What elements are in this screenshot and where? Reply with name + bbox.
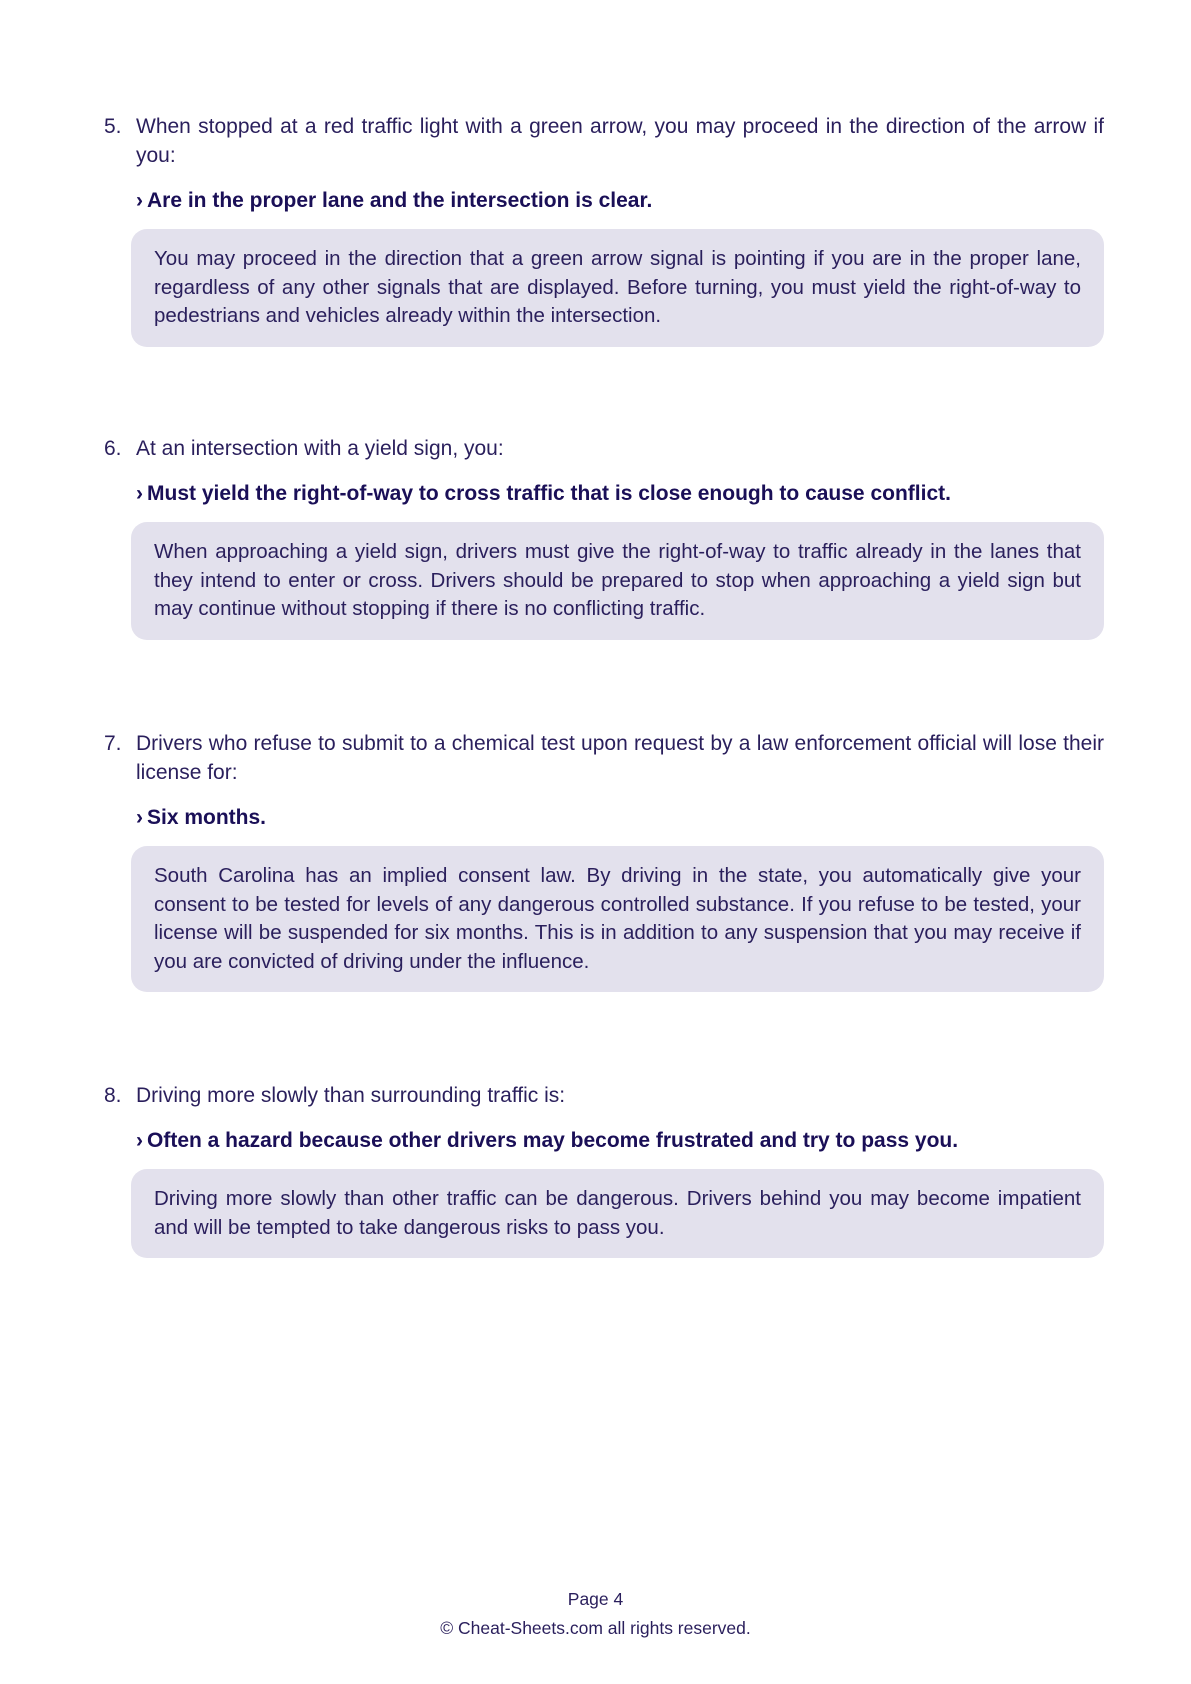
question-block	[104, 729, 1104, 992]
question-text	[104, 434, 1104, 463]
question-number: 6.	[104, 437, 122, 460]
question-text	[104, 729, 1104, 787]
explanation-box: You may proceed in the direction that a green arrow signal is pointing if you are in the proper lane, regardless of any other signals that are displayed. Before turning, you must yield the right-of-way to pedestrians and vehicles already within the intersection.	[131, 229, 1104, 347]
question-text	[104, 1081, 1104, 1110]
chevron-right-icon: ›	[136, 806, 143, 829]
question-text	[104, 112, 1104, 170]
answer-text: Six months.	[147, 806, 267, 829]
question-block	[104, 112, 1104, 347]
copyright-notice: © Cheat-Sheets.com all rights reserved.	[440, 1618, 751, 1638]
question-label: Driving more slowly than surrounding traffic is:	[136, 1084, 566, 1107]
explanation-box: South Carolina has an implied consent law. By driving in the state, you automatically give your consent to be tested for levels of any dangerous controlled substance. If you refuse to be tested, your license will be suspended for six months. This is in addition to any suspension that you may receive if you are convicted of driving under the influence.	[131, 846, 1104, 992]
answer-text: Are in the proper lane and the intersection is clear.	[147, 189, 653, 212]
answer-text: Must yield the right-of-way to cross traffic that is close enough to cause conflict.	[147, 482, 951, 505]
explanation-box: Driving more slowly than other traffic can be dangerous. Drivers behind you may become impatient and will be tempted to take dangerous risks to pass you.	[131, 1169, 1104, 1258]
explanation-box: When approaching a yield sign, drivers must give the right-of-way to traffic already in the lanes that they intend to enter or cross. Drivers should be prepared to stop when approaching a yield sign but may continue without stopping if there is no conflicting traffic.	[131, 522, 1104, 640]
question-number: 8.	[104, 1084, 122, 1107]
answer	[136, 480, 1104, 508]
chevron-right-icon: ›	[136, 189, 143, 212]
question-label: At an intersection with a yield sign, you:	[136, 437, 504, 460]
question-label: When stopped at a red traffic light with a green arrow, you may proceed in the direction of the arrow if you:	[136, 115, 1104, 167]
answer-text: Often a hazard because other drivers may become frustrated and try to pass you.	[147, 1129, 959, 1152]
question-block	[104, 1081, 1104, 1258]
question-label: Drivers who refuse to submit to a chemical test upon request by a law enforcement official will lose their license for:	[136, 732, 1104, 784]
question-number: 5.	[104, 115, 122, 138]
question-block	[104, 434, 1104, 640]
page-number: Page 4	[567, 1589, 624, 1609]
answer	[136, 187, 1104, 215]
answer	[136, 1127, 1104, 1155]
chevron-right-icon: ›	[136, 1129, 143, 1152]
question-number: 7.	[104, 732, 122, 755]
chevron-right-icon: ›	[136, 482, 143, 505]
answer	[136, 804, 1104, 832]
